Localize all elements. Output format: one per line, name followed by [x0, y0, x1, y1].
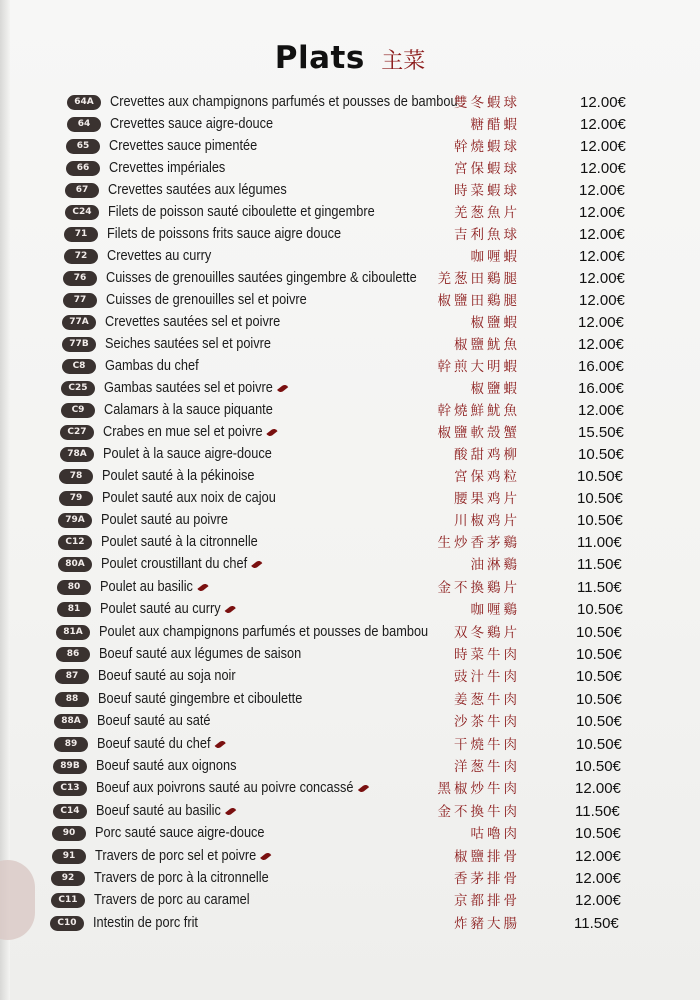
chili-pepper-icon: [267, 427, 278, 438]
item-name-text: Gambas sautées sel et poivre: [104, 380, 273, 396]
item-chinese-name: 腰果鸡片: [454, 491, 520, 507]
menu-item: [0, 202, 700, 224]
item-code-badge: 66: [66, 161, 100, 176]
item-name-text: Poulet au basilic: [100, 579, 193, 595]
item-name-text: Crevettes sauce pimentée: [109, 138, 258, 154]
item-name-text: Boeuf sauté aux oignons: [96, 758, 237, 774]
item-name-text: Boeuf sauté gingembre et ciboulette: [98, 691, 303, 707]
item-price: 12.00€: [579, 270, 625, 287]
menu-item: [0, 466, 700, 488]
item-name-text: Poulet aux champignons parfumés et pousses de bambou: [99, 624, 429, 640]
item-name: [100, 599, 236, 619]
item-code-badge: 89B: [53, 759, 87, 774]
item-name: [98, 666, 236, 686]
menu-item: [0, 823, 700, 845]
item-name-text: Crevettes impériales: [109, 160, 226, 176]
item-chinese-name: 双冬鷄片: [454, 625, 520, 641]
item-chinese-name: 生炒香茅鷄: [437, 535, 520, 551]
item-name-text: Boeuf aux poivrons sauté au poivre concassé: [96, 780, 354, 796]
item-name-text: Crevettes sautées sel et poivre: [105, 314, 281, 330]
item-chinese-name: 咕嚕肉: [470, 826, 520, 842]
menu-item: [0, 666, 700, 688]
item-name: [94, 890, 250, 910]
menu-item: [0, 224, 700, 246]
item-code-badge: C14: [53, 804, 87, 819]
item-chinese-name: 豉汁牛肉: [454, 669, 520, 685]
title-chinese: 主菜: [381, 49, 426, 74]
title-french: Plats: [274, 40, 365, 76]
item-code-badge: C13: [53, 781, 87, 796]
menu-item: [0, 158, 700, 180]
item-name: [110, 114, 273, 134]
menu-item: [0, 268, 700, 290]
item-name-text: Boeuf sauté aux légumes de saison: [99, 646, 302, 662]
item-chinese-name: 干燒牛肉: [454, 737, 520, 753]
item-chinese-name: 糖醋蝦: [470, 117, 520, 133]
item-name-text: Poulet sauté au poivre: [101, 512, 228, 528]
menu-item: [0, 622, 700, 644]
item-chinese-name: 椒鹽魷魚: [454, 337, 520, 353]
item-price: 10.50€: [577, 490, 623, 507]
item-price: 10.50€: [576, 668, 622, 685]
item-name-text: Cuisses de grenouilles sel et poivre: [106, 292, 307, 308]
item-name: [109, 158, 225, 178]
menu-item: [0, 136, 700, 158]
item-name-text: Intestin de porc frit: [93, 915, 198, 931]
item-name: [110, 92, 458, 112]
item-name: [104, 400, 273, 420]
item-code-badge: C12: [58, 535, 92, 550]
item-name-text: Travers de porc sel et poivre: [95, 848, 257, 864]
chili-pepper-icon: [358, 783, 369, 794]
menu-item: [0, 92, 700, 114]
item-name-text: Boeuf sauté au basilic: [96, 803, 221, 819]
chili-pepper-icon: [277, 383, 288, 394]
item-price: 10.50€: [577, 512, 623, 529]
item-name-text: Filets de poisson sauté ciboulette et gingembre: [108, 204, 375, 220]
item-price: 11.00€: [577, 534, 622, 551]
item-price: 12.00€: [579, 248, 625, 265]
item-name: [101, 532, 258, 552]
item-price: 12.00€: [578, 336, 624, 353]
item-name-text: Crevettes au curry: [107, 248, 212, 264]
item-name-text: Gambas du chef: [105, 358, 199, 374]
item-chinese-name: 金不換牛肉: [437, 804, 520, 820]
item-chinese-name: 椒鹽蝦: [470, 381, 520, 397]
item-chinese-name: 姜葱牛肉: [454, 692, 520, 708]
item-chinese-name: 炸豬大腸: [454, 916, 520, 932]
item-price: 12.00€: [579, 182, 625, 199]
menu-item: [0, 778, 700, 800]
item-name: [103, 422, 278, 442]
item-code-badge: 76: [63, 271, 97, 286]
item-chinese-name: 酸甜鸡柳: [454, 447, 520, 463]
item-price: 10.50€: [575, 758, 621, 775]
item-code-badge: 64A: [67, 95, 101, 110]
item-name: [101, 554, 262, 574]
menu-item: [0, 801, 700, 823]
item-code-badge: 81: [57, 602, 91, 617]
item-name: [99, 644, 301, 664]
item-code-badge: 64: [67, 117, 101, 132]
item-name-text: Seiches sautées sel et poivre: [105, 336, 271, 352]
chili-pepper-icon: [225, 604, 236, 615]
menu-item: [0, 334, 700, 356]
item-name: [105, 356, 199, 376]
menu-item: [0, 488, 700, 510]
item-chinese-name: 雙冬蝦球: [454, 95, 520, 111]
item-price: 12.00€: [579, 292, 625, 309]
item-name-text: Boeuf sauté au soja noir: [98, 668, 236, 684]
item-name: [93, 913, 198, 933]
item-code-badge: C25: [61, 381, 95, 396]
menu-item: [0, 890, 700, 912]
item-price: 12.00€: [575, 848, 621, 865]
item-name: [100, 577, 208, 597]
chili-pepper-icon: [260, 851, 271, 862]
item-code-badge: 88: [55, 692, 89, 707]
menu-item: [0, 846, 700, 868]
item-name-text: Cuisses de grenouilles sautées gingembre & ciboulette: [106, 270, 417, 286]
item-code-badge: 77: [63, 293, 97, 308]
item-price: 12.00€: [580, 116, 626, 133]
item-price: 16.00€: [578, 380, 624, 397]
chili-pepper-icon: [197, 582, 208, 593]
menu-item: [0, 246, 700, 268]
item-chinese-name: 京都排骨: [454, 893, 520, 909]
item-name: [103, 444, 272, 464]
item-code-badge: 89: [54, 737, 88, 752]
item-code-badge: 92: [51, 871, 85, 886]
item-code-badge: 79A: [58, 513, 92, 528]
menu-item: [0, 711, 700, 733]
chili-pepper-icon: [251, 559, 262, 570]
item-chinese-name: 羌葱田鷄腿: [437, 271, 520, 287]
item-code-badge: C27: [60, 425, 94, 440]
item-name-text: Poulet sauté à la citronnelle: [101, 534, 258, 550]
item-name-text: Crevettes sauce aigre-douce: [110, 116, 274, 132]
item-name: [97, 734, 225, 754]
menu-item: [0, 356, 700, 378]
item-name: [102, 488, 276, 508]
item-chinese-name: 椒鹽蝦: [470, 315, 520, 331]
item-name: [105, 312, 280, 332]
item-code-badge: 67: [65, 183, 99, 198]
item-chinese-name: 吉利魚球: [454, 227, 520, 243]
item-price: 12.00€: [575, 892, 621, 909]
item-price: 12.00€: [578, 402, 624, 419]
item-name-text: Filets de poissons frits sauce aigre douce: [107, 226, 342, 242]
item-price: 10.50€: [576, 713, 622, 730]
item-name: [96, 756, 236, 776]
menu-item: [0, 577, 700, 599]
item-name-text: Poulet à la sauce aigre-douce: [103, 446, 272, 462]
item-price: 11.50€: [574, 915, 619, 932]
item-price: 12.00€: [575, 870, 621, 887]
item-name: [109, 136, 257, 156]
item-code-badge: 80: [57, 580, 91, 595]
item-chinese-name: 幹煎大明蝦: [437, 359, 520, 375]
item-name: [105, 334, 271, 354]
item-name-text: Crabes en mue sel et poivre: [103, 424, 263, 440]
menu-item: [0, 378, 700, 400]
item-price: 15.50€: [578, 424, 624, 441]
item-price: 12.00€: [580, 138, 626, 155]
item-chinese-name: 咖喱蝦: [470, 249, 520, 265]
item-code-badge: 72: [64, 249, 98, 264]
item-code-badge: 81A: [56, 625, 90, 640]
menu-item: [0, 734, 700, 756]
item-price: 12.00€: [575, 780, 621, 797]
item-name: [101, 510, 228, 530]
item-name-text: Poulet croustillant du chef: [101, 556, 248, 572]
menu-item: [0, 644, 700, 666]
menu-item: [0, 868, 700, 890]
item-name: [108, 180, 287, 200]
item-chinese-name: 椒鹽田鷄腿: [437, 293, 520, 309]
item-code-badge: 78A: [60, 447, 94, 462]
item-name: [96, 801, 236, 821]
item-chinese-name: 幹燒蝦球: [454, 139, 520, 155]
item-name: [106, 290, 307, 310]
item-code-badge: 77A: [62, 315, 96, 330]
item-name: [108, 202, 375, 222]
item-name-text: Crevettes aux champignons parfumés et pousses de bambou: [110, 94, 458, 110]
item-name: [107, 224, 341, 244]
item-name: [95, 823, 265, 843]
item-chinese-name: 宮保蝦球: [454, 161, 520, 177]
item-price: 10.50€: [576, 624, 622, 641]
item-code-badge: C9: [61, 403, 95, 418]
item-name: [99, 622, 428, 642]
page-title: [0, 40, 700, 76]
item-chinese-name: 川椒鸡片: [454, 513, 520, 529]
item-name-text: Boeuf sauté du chef: [97, 736, 211, 752]
item-code-badge: 91: [52, 849, 86, 864]
menu-item: [0, 290, 700, 312]
item-name: [106, 268, 417, 288]
item-price: 11.50€: [577, 579, 622, 596]
item-code-badge: C10: [50, 916, 84, 931]
item-name: [94, 868, 269, 888]
item-price: 11.50€: [575, 803, 620, 820]
item-chinese-name: 椒鹽排骨: [454, 849, 520, 865]
item-chinese-name: 油淋鷄: [470, 557, 520, 573]
item-price: 10.50€: [576, 646, 622, 663]
menu-item: [0, 599, 700, 621]
item-chinese-name: 黑椒炒牛肉: [437, 781, 520, 797]
item-name: [95, 846, 271, 866]
item-price: 12.00€: [578, 314, 624, 331]
item-name: [102, 466, 255, 486]
item-code-badge: 65: [66, 139, 100, 154]
item-name: [104, 378, 288, 398]
item-name-text: Poulet sauté aux noix de cajou: [102, 490, 276, 506]
item-price: 10.50€: [578, 446, 624, 463]
item-price: 12.00€: [579, 204, 625, 221]
item-chinese-name: 幹燒鮮魷魚: [437, 403, 520, 419]
menu-item: [0, 312, 700, 334]
item-name: [97, 711, 211, 731]
item-chinese-name: 羌葱魚片: [454, 205, 520, 221]
item-price: 10.50€: [575, 825, 621, 842]
item-chinese-name: 香茅排骨: [454, 871, 520, 887]
item-price: 12.00€: [579, 226, 625, 243]
item-code-badge: 78: [59, 469, 93, 484]
menu-item: [0, 913, 700, 935]
item-price: 10.50€: [577, 468, 623, 485]
item-code-badge: C24: [65, 205, 99, 220]
menu-item: [0, 114, 700, 136]
menu-item: [0, 400, 700, 422]
item-price: 16.00€: [578, 358, 624, 375]
item-name-text: Poulet sauté au curry: [100, 601, 221, 617]
menu-item: [0, 180, 700, 202]
item-price: 11.50€: [577, 556, 622, 573]
item-chinese-name: 洋葱牛肉: [454, 759, 520, 775]
item-code-badge: 86: [56, 647, 90, 662]
item-code-badge: 71: [64, 227, 98, 242]
item-chinese-name: 咖喱鷄: [470, 602, 520, 618]
menu-item: [0, 554, 700, 576]
item-price: 12.00€: [580, 94, 626, 111]
menu-item: [0, 510, 700, 532]
item-chinese-name: 椒鹽軟殼蟹: [437, 425, 520, 441]
item-chinese-name: 時菜蝦球: [454, 183, 520, 199]
menu-item: [0, 756, 700, 778]
item-code-badge: 88A: [54, 714, 88, 729]
item-code-badge: C8: [62, 359, 96, 374]
item-price: 12.00€: [580, 160, 626, 177]
item-chinese-name: 宮保鸡粒: [454, 469, 520, 485]
item-name-text: Travers de porc à la citronnelle: [94, 870, 269, 886]
menu-item: [0, 422, 700, 444]
item-name: [96, 778, 368, 798]
item-name-text: Porc sauté sauce aigre-douce: [95, 825, 265, 841]
chili-pepper-icon: [225, 806, 236, 817]
chili-pepper-icon: [215, 739, 226, 750]
item-name: [107, 246, 211, 266]
item-name-text: Travers de porc au caramel: [94, 892, 250, 908]
item-name-text: Poulet sauté à la pékinoise: [102, 468, 255, 484]
item-chinese-name: 沙茶牛肉: [454, 714, 520, 730]
item-price: 10.50€: [577, 601, 623, 618]
item-name-text: Boeuf sauté au saté: [97, 713, 211, 729]
item-chinese-name: 金不換鷄片: [437, 580, 520, 596]
menu-item: [0, 532, 700, 554]
item-name-text: Calamars à la sauce piquante: [104, 402, 273, 418]
item-price: 10.50€: [576, 736, 622, 753]
item-price: 10.50€: [576, 691, 622, 708]
menu-item: [0, 444, 700, 466]
item-code-badge: 87: [55, 669, 89, 684]
item-code-badge: 77B: [62, 337, 96, 352]
item-name-text: Crevettes sautées aux légumes: [108, 182, 287, 198]
item-code-badge: 79: [59, 491, 93, 506]
item-code-badge: C11: [51, 893, 85, 908]
item-chinese-name: 時菜牛肉: [454, 647, 520, 663]
item-code-badge: 90: [52, 826, 86, 841]
menu-item: [0, 689, 700, 711]
item-name: [98, 689, 302, 709]
item-code-badge: 80A: [58, 557, 92, 572]
